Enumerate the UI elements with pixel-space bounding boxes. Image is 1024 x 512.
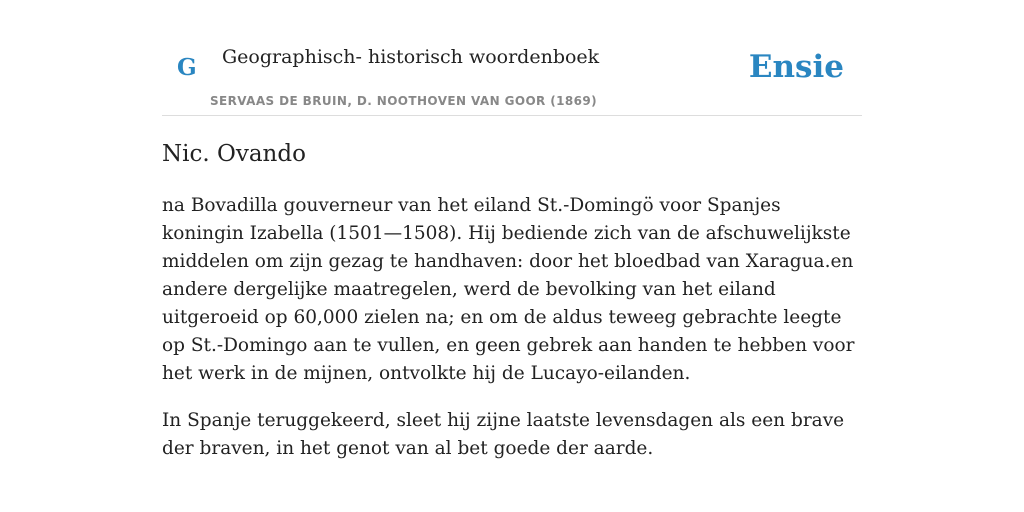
dictionary-header bbox=[162, 0, 862, 116]
dictionary-author: SERVAAS DE BRUIN, D. NOOTHOVEN VAN GOOR (1869) bbox=[210, 94, 598, 108]
dictionary-title[interactable]: Geographisch- historisch woordenboek bbox=[222, 46, 600, 68]
dictionary-logo[interactable]: G bbox=[177, 54, 197, 81]
entry-body bbox=[162, 192, 862, 482]
entry-title: Nic. Ovando bbox=[162, 141, 306, 167]
page-container bbox=[162, 0, 862, 459]
entry-paragraph: na Bovadilla gouverneur van het eiland St.-Domingö voor Spanjes koningin Izabella (1501—1508). Hij bediende zich van de afschuwelijkste middelen om zijn gezag te handhaven: door het bloedbad van Xaragua.en andere dergelijke maatregelen, werd de bevolking van het eiland uitgeroeid op 60,000 zielen na; en om de aldus teweeg gebrachte leegte op St.-Domingo aan te vullen, en geen gebrek aan handen te hebben voor het werk in de mijnen, ontvolkte hij de Lucayo-eilanden. bbox=[162, 195, 855, 384]
ensie-logo-link[interactable]: Ensie bbox=[748, 49, 844, 85]
entry-paragraph: In Spanje teruggekeerd, sleet hij zijne laatste levensdagen als een brave der braven, in het genot van al bet goede der aarde. bbox=[162, 410, 845, 459]
